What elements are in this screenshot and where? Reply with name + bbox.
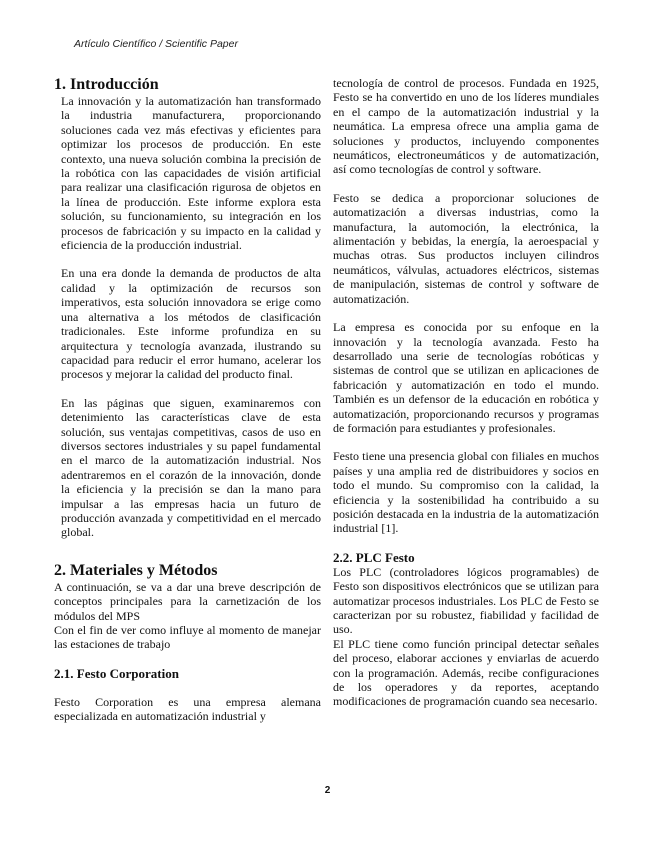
intro-paragraph-2: En una era donde la demanda de productos de alta calidad y la optimización de recursos son imperativos, esta solución innovadora se erige como una alternativa a los métodos de clasificación tradicionales. Este informe profundiza en su arquitectura y tecnología avanzada, ilustrando su capacidad para reducir el error humano, acelerar los procesos y mejorar la calidad del producto final. <box>61 266 321 382</box>
plc-paragraph-2: El PLC tiene como función principal detectar señales del proceso, elaborar acciones y enviarlas de acuerdo con la programación. Además, recibe configuraciones de los operadores y da reportes, aceptando modificaciones de programación cuando sea necesario. <box>333 636 599 709</box>
introduction-heading: 1. Introducción <box>54 76 159 93</box>
plc-paragraph-1: Los PLC (controladores lógicos programables) de Festo son dispositivos electrónicos que se utilizan para automatizar procesos industriales. Los PLC de Festo se caracterizan por su robustez, fiabilidad y facilidad de uso. <box>333 564 599 637</box>
intro-paragraph-1: La innovación y la automatización han transformado la industria manufacturera, proporcionando soluciones cada vez más efectivas y eficientes para optimizar los procesos de producción. En este contexto, una nueva solución combina la precisión de la robótica con las capacidades de visión artificial para realizar una clasificación rigurosa de objetos en la línea de producción. Este informe explora esta solución, su funcionamiento, su integración en los procesos de fabricación y su impacto en la calidad y eficiencia de la producción industrial. <box>61 94 321 253</box>
intro-paragraph-3: En las páginas que siguen, examinaremos con detenimiento las características clave de esta solución, sus ventajas competitivas, casos de uso en diversos sectores industriales y su papel fundamental en el marco de la automatización industrial. Nos adentraremos en el corazón de la innovación, donde la eficiencia y la precisión se dan la mano para impulsar a las empresas hacia un futuro de producción avanzada y competitividad en el mercado global. <box>61 395 321 540</box>
right-column <box>333 76 599 709</box>
methods-paragraph-2: Con el fin de ver como influye al momento de manejar las estaciones de trabajo <box>54 623 321 652</box>
festo-paragraph-4: Festo tiene una presencia global con filiales en muchos países y una amplia red de distribuidores y socios en todo el mundo. Su compromiso con la calidad, la eficiencia y la sostenibilidad ha contribuido a su posición destacada en la industria de la automatización industrial [1]. <box>333 449 599 536</box>
festo-paragraph-3: La empresa es conocida por su enfoque en la innovación y la tecnología avanzada. Festo ha desarrollado una serie de tecnologías robóticas y sistemas de control que se utilizan en aplicaciones de fabricación y automatización en todo el mundo. También es un defensor de la educación en robótica y automatización, proporcionando recursos y programas de formación para estudiantes y profesionales. <box>333 320 599 435</box>
left-column <box>54 76 321 724</box>
festo-paragraph-2: Festo se dedica a proporcionar soluciones de automatización a diversas industrias, como la manufactura, la automoción, la electrónica, la alimentación y bebidas, la energía, la aeroespacial y muchas otras. Sus productos incluyen cilindros neumáticos, válvulas, actuadores eléctricos, sistemas de manipulación, sistemas de control y software de automatización. <box>333 190 599 306</box>
methods-paragraph-1: A continuación, se va a dar una breve descripción de conceptos principales para la carnetización de los módulos del MPS <box>54 579 321 623</box>
festo-corporation-heading: 2.1. Festo Corporation <box>54 665 179 681</box>
festo-paragraph-1-start: Festo Corporation es una empresa alemana especializada en automatización industrial y <box>54 694 321 724</box>
methods-heading: 2. Materiales y Métodos <box>54 561 218 579</box>
running-header: Artículo Científico / Scientific Paper <box>74 38 238 50</box>
plc-festo-heading: 2.2. PLC Festo <box>333 549 415 565</box>
festo-paragraph-1-continued: tecnología de control de procesos. Fundada en 1925, Festo se ha convertido en uno de los líderes mundiales en el campo de la automatización industrial y la neumática. La empresa ofrece una amplia gama de soluciones y productos, incluyendo componentes neumáticos, electroneumáticos y de automatización, así como tecnologías de control y software. <box>333 76 599 177</box>
page-number: 2 <box>324 785 331 796</box>
